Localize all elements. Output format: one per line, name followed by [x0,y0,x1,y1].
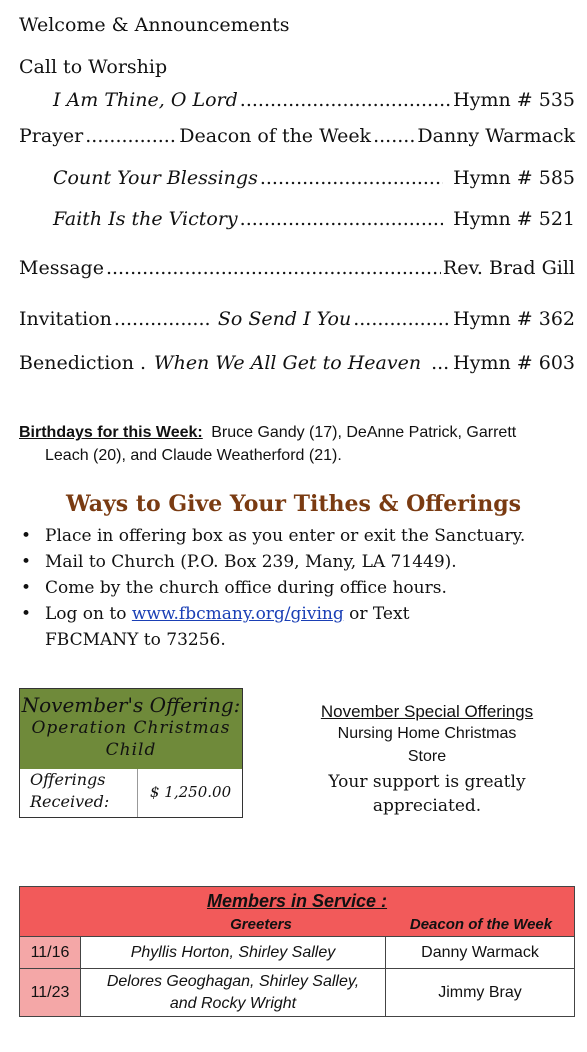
offering-title: November's Offering: [21,693,241,717]
message-speaker: Rev. Brad Gill [442,257,575,279]
hymn-number: Hymn # 585 [453,167,575,189]
welcome-announcements [19,14,575,36]
special-note: Your support is greatly [328,772,526,792]
hymn-title: Count Your Blessings [53,167,258,189]
members-title [20,887,574,912]
hymn-number: Hymn # 521 [453,208,575,230]
hymn-title: So Send I You [217,308,352,330]
greeters-header: Greeters [230,915,292,933]
special-note: appreciated. [372,796,482,816]
row-deacon: Danny Warmack [386,937,575,969]
message-row [19,257,575,279]
hymn-row-3 [53,208,575,230]
offering-body [20,769,242,817]
hymn-number: Hymn # 362 [453,308,575,330]
offering-box [19,688,243,818]
list-item-text: Mail to Church (P.O. Box 239, Many, LA 71449). [45,552,457,572]
hymn-title: Faith Is the Victory [53,208,238,230]
list-item-text: Come by the church office during office hours. [45,578,447,598]
leader-dots [106,257,441,279]
offering-label-line: Offerings [30,770,106,789]
bullet-icon: • [21,604,32,624]
hymn-number: Hymn # 603 [453,352,575,374]
prayer-role: Deacon of the Week [179,125,372,147]
members-header-cell [20,887,575,937]
prayer-row [19,125,575,147]
prayer-label: Prayer [19,125,84,147]
birthdays-label: Birthdays for this Week: [19,424,203,441]
invitation-row [19,308,575,330]
offering-subtitle: Child [105,740,157,760]
list-item [19,601,579,653]
birthdays-line: Bruce Gandy (17), DeAnne Patrick, Garrett [211,424,517,441]
benediction-row [19,352,575,374]
offering-label [20,769,138,817]
list-item [19,575,579,601]
leader-dots [85,125,177,147]
ways-to-give-list [19,523,579,653]
birthdays-section [19,421,571,467]
hymn-row-1 [53,89,575,111]
list-item [19,549,579,575]
table-row [20,969,575,1017]
list-item-text: FBCMANY to 73256. [45,630,226,650]
members-title-text: Members in Service : [206,891,388,911]
ways-to-give-title: Ways to Give Your Tithes & Offerings [65,491,522,517]
giving-link[interactable]: www.fbcmany.org/giving [131,604,344,624]
list-item-text: Place in offering box as you enter or exit the Sanctuary. [45,526,526,546]
leader-dots [114,308,210,330]
call-text: Call to Worship [19,56,168,78]
leader-dots [260,167,443,189]
row-greeters [81,969,386,1017]
members-column-headers [20,912,574,936]
leader-dots [240,89,451,111]
hymn-number: Hymn # 535 [453,89,575,111]
offering-subtitle: Operation Christmas [31,718,231,738]
row-greeters-line: and Rocky Wright [169,994,297,1012]
members-header [20,887,575,937]
leader-dots [240,208,444,230]
prayer-name: Danny Warmack [417,125,575,147]
list-item-text: Log on to [45,604,127,624]
leader-dots [373,125,415,147]
invitation-label: Invitation [19,308,112,330]
row-deacon: Jimmy Bray [386,969,575,1017]
call-to-worship [19,56,575,78]
special-heading: November Special Offerings [320,702,534,721]
row-greeters: Phyllis Horton, Shirley Salley [81,937,386,969]
welcome-text: Welcome & Announcements [19,14,290,36]
bullet-icon: • [21,526,32,546]
message-label: Message [19,257,104,279]
birthdays-line: Leach (20), and Claude Weatherford (21). [45,447,342,464]
deacon-header: Deacon of the Week [409,915,553,933]
hymn-title: I Am Thine, O Lord [53,89,238,111]
offering-header [20,689,242,769]
offering-label-line: Received: [30,792,110,811]
members-table [19,886,575,1017]
list-item-text: or Text [349,604,410,624]
hymn-row-2 [53,167,575,189]
benediction-label: Benediction . [19,352,147,374]
bullet-icon: • [21,578,32,598]
list-item [19,523,579,549]
row-date: 11/23 [20,969,81,1017]
offering-amount: $ 1,250.00 [150,783,232,801]
hymn-title: When We All Get to Heaven [154,352,422,374]
special-sub: Nursing Home Christmas [337,725,517,742]
leader-dots [431,352,451,374]
row-greeters-line: Delores Geoghagan, Shirley Salley, [106,972,360,990]
bullet-icon: • [21,552,32,572]
special-offerings [282,702,572,818]
leader-dots [353,308,451,330]
special-sub: Store [407,748,447,765]
table-row [20,937,575,969]
row-date: 11/16 [20,937,81,969]
